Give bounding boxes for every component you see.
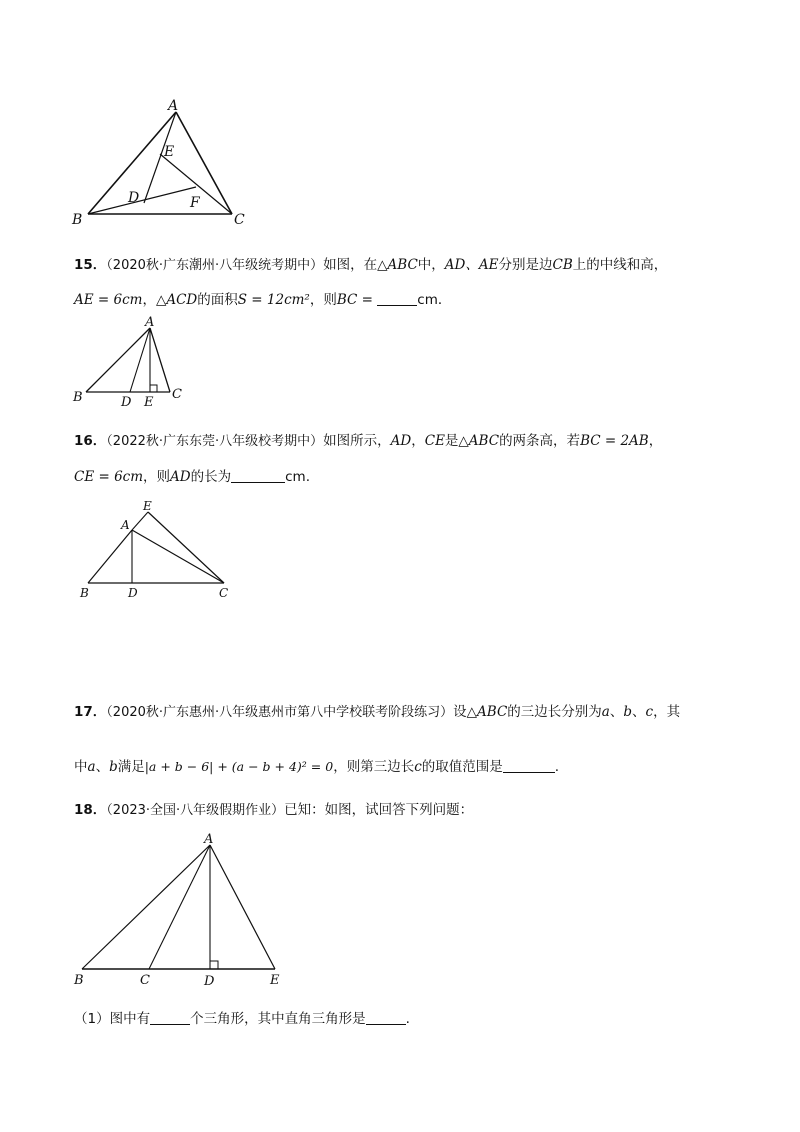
q15-line1: 15．（2020秋·广东潮州·八年级统考期中）如图，在△ABC中，AD、AE分别是边CB上的中线和高， [74,257,668,273]
q16-number: 16． [74,433,107,449]
q16-ce-eq: CE = 6cm [74,469,144,485]
label-C: C [234,212,245,228]
label-C: C [140,973,150,988]
q18-number: 18． [74,802,107,818]
q15-number: 15． [74,257,107,273]
label-E: E [164,144,175,160]
q15-triangle-acd: △ACD [155,292,198,308]
label-D: D [204,974,215,989]
q17-line2: 中a、b满足|a + b − 6| + (a − b + 4)² = 0，则第三边长c的取值范围是 . [74,759,560,775]
q18-triangle-count-blank[interactable] [150,1010,190,1025]
q15-line2: AE = 6cm，△ACD的面积S = 12cm²，则BC = cm． [74,292,452,308]
q18-right-triangle-blank[interactable] [366,1010,406,1025]
label-D: D [128,586,138,600]
label-D: D [128,190,140,206]
label-E: E [144,395,154,410]
label-A: A [168,98,179,114]
q15-bc-eq: BC = [336,292,373,308]
q17-condition-eq: |a + b − 6| + (a − b + 4)² = 0 [144,759,334,774]
q18-source: （2023·全国·八年级假期作业） [106,803,285,818]
q18-sub1: （1）图中有 个三角形，其中直角三角形是 . [74,1011,410,1027]
q16-source: （2022秋·广东东莞·八年级校考期中） [106,434,324,449]
q15-area-eq: S = 12cm² [237,292,310,308]
q15-cb: CB [552,257,573,273]
q17-number: 17． [74,704,107,720]
label-B: B [80,586,89,600]
label-B: B [74,973,84,988]
label-D: D [121,395,132,410]
q16-bc-eq: BC = 2AB [580,433,649,449]
label-E: E [143,499,152,513]
q15-source: （2020秋·广东潮州·八年级统考期中） [106,258,324,273]
label-F: F [190,195,200,211]
label-E: E [270,973,280,988]
label-C: C [172,387,182,402]
q17-source: （2020秋·广东惠州·八年级惠州市第八中学校联考阶段练习） [106,705,454,720]
q16-triangle-abc: △ABC [458,433,500,449]
q18-text: 已知：如图，试回答下列问题： [284,802,474,818]
q17-line1: 17．（2020秋·广东惠州·八年级惠州市第八中学校联考阶段练习）设△ABC的三边长分别为a、b、c，其 [74,704,681,720]
label-C: C [219,586,229,600]
q15-ae-eq: AE = 6cm [74,292,143,308]
q18-sub1-label: （1） [74,1011,110,1027]
label-B: B [73,390,83,405]
label-B: B [72,212,83,228]
q15-ad-ae: AD、AE [444,257,499,273]
label-A: A [204,832,214,847]
q16-line1: 16．（2022秋·广东东莞·八年级校考期中）如图所示，AD，CE是△ABC的两条高，若BC = 2AB， [74,433,663,449]
q17-triangle-abc: △ABC [466,704,508,720]
label-A: A [145,315,155,330]
label-A: A [121,518,130,532]
q15-triangle-abc: △ABC [377,257,418,273]
q16-line2: CE = 6cm，则AD的长为 cm. [74,469,310,485]
